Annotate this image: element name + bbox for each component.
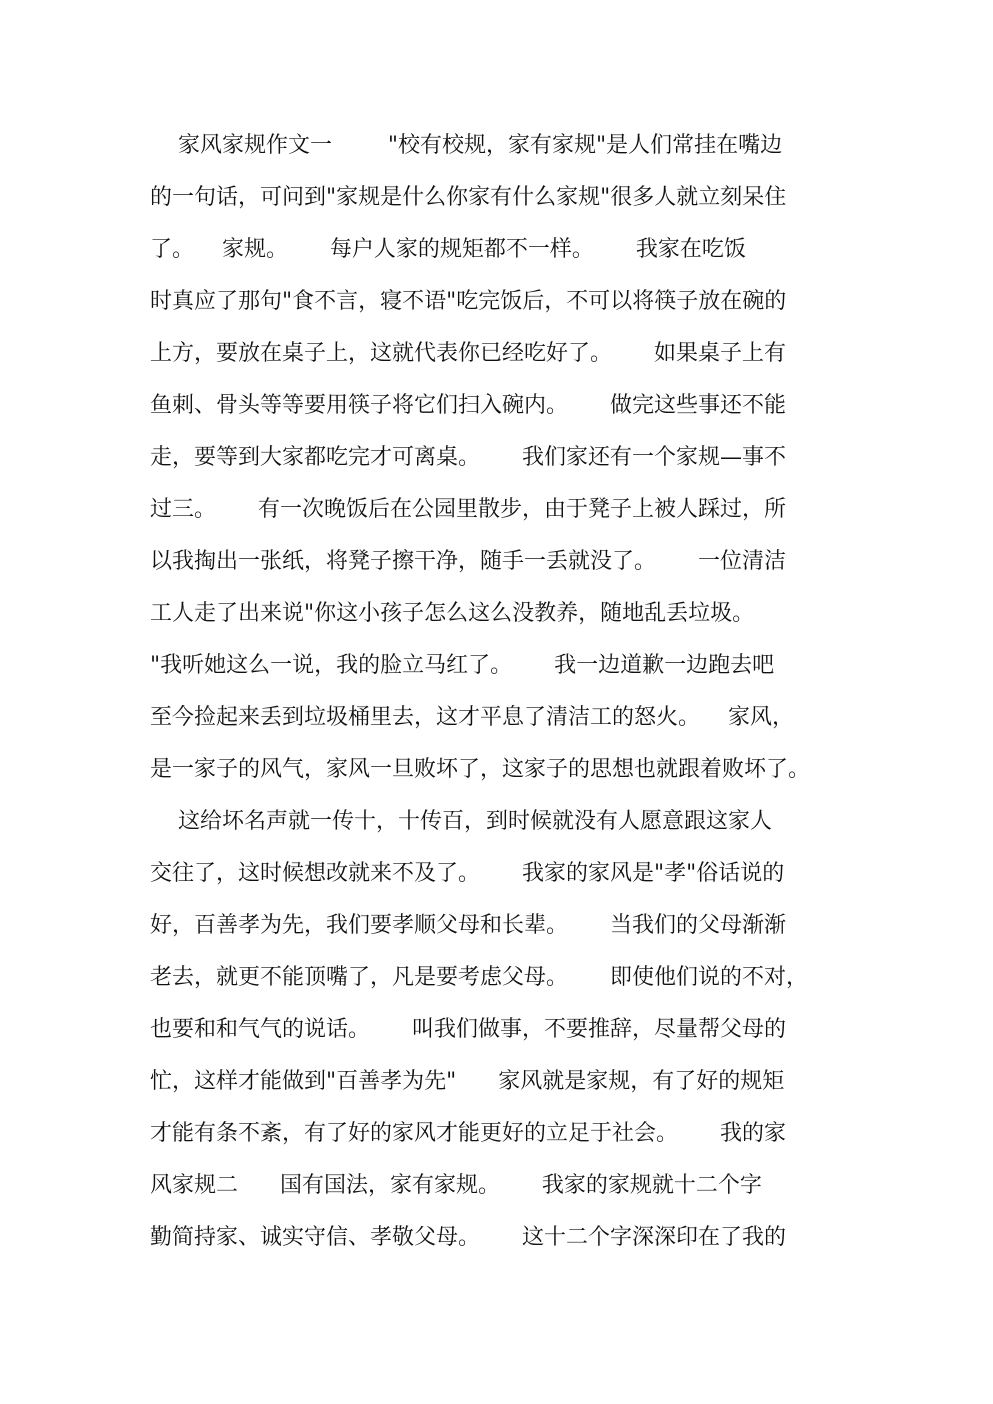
text-line-4: 时真应了那句"食不言，寝不语"吃完饭后，不可以将筷子放在碗的 bbox=[150, 289, 787, 314]
text-line-14: 这给坏名声就一传十，十传百，到时候就没有人愿意跟这家人 bbox=[150, 809, 772, 834]
text-line-2: 的一句话，可问到"家规是什么你家有什么家规"很多人就立刻呆住 bbox=[150, 185, 787, 210]
text-line-6: 鱼刺、骨头等等要用筷子将它们扫入碗内。 做完这些事还不能 bbox=[150, 393, 786, 418]
text-line-15: 交往了，这时候想改就来不及了。 我家的家风是"孝"俗话说的 bbox=[150, 861, 785, 886]
text-line-10: 工人走了出来说"你这小孩子怎么这么没教养，随地乱丢垃圾。 bbox=[150, 601, 755, 626]
text-line-21: 风家规二 国有国法，家有家规。 我家的家规就十二个字 bbox=[150, 1173, 762, 1198]
text-line-11: "我听她这么一说，我的脸立马红了。 我一边道歉一边跑去吧 bbox=[150, 653, 775, 678]
text-line-1: 家风家规作文一 "校有校规，家有家规"是人们常挂在嘴边 bbox=[150, 133, 783, 158]
text-line-18: 也要和和气气的说话。 叫我们做事，不要推辞，尽量帮父母的 bbox=[150, 1017, 786, 1042]
text-line-8: 过三。 有一次晚饭后在公园里散步，由于凳子上被人踩过，所 bbox=[150, 497, 786, 522]
text-line-7: 走，要等到大家都吃完才可离桌。 我们家还有一个家规—事不 bbox=[150, 445, 786, 470]
text-line-20: 才能有条不紊，有了好的家风才能更好的立足于社会。 我的家 bbox=[150, 1121, 786, 1146]
text-line-17: 老去，就更不能顶嘴了，凡是要考虑父母。 即使他们说的不对， bbox=[150, 965, 808, 990]
text-line-22: 勤简持家、诚实守信、孝敬父母。 这十二个字深深印在了我的 bbox=[150, 1225, 786, 1250]
text-line-19: 忙，这样才能做到"百善孝为先" 家风就是家规，有了好的规矩 bbox=[150, 1069, 785, 1094]
text-line-5: 上方，要放在桌子上，这就代表你已经吃好了。 如果桌子上有 bbox=[150, 341, 786, 366]
text-line-3: 了。 家规。 每户人家的规矩都不一样。 我家在吃饭 bbox=[150, 237, 746, 262]
text-line-12: 至今捡起来丢到垃圾桶里去，这才平息了清洁工的怒火。 家风， bbox=[150, 705, 794, 730]
text-line-9: 以我掏出一张纸，将凳子擦干净，随手一丢就没了。 一位清洁 bbox=[150, 549, 786, 574]
text-line-16: 好，百善孝为先，我们要孝顺父母和长辈。 当我们的父母渐渐 bbox=[150, 913, 786, 938]
text-line-13: 是一家子的风气，家风一旦败坏了，这家子的思想也就跟着败坏了。 bbox=[150, 757, 811, 782]
